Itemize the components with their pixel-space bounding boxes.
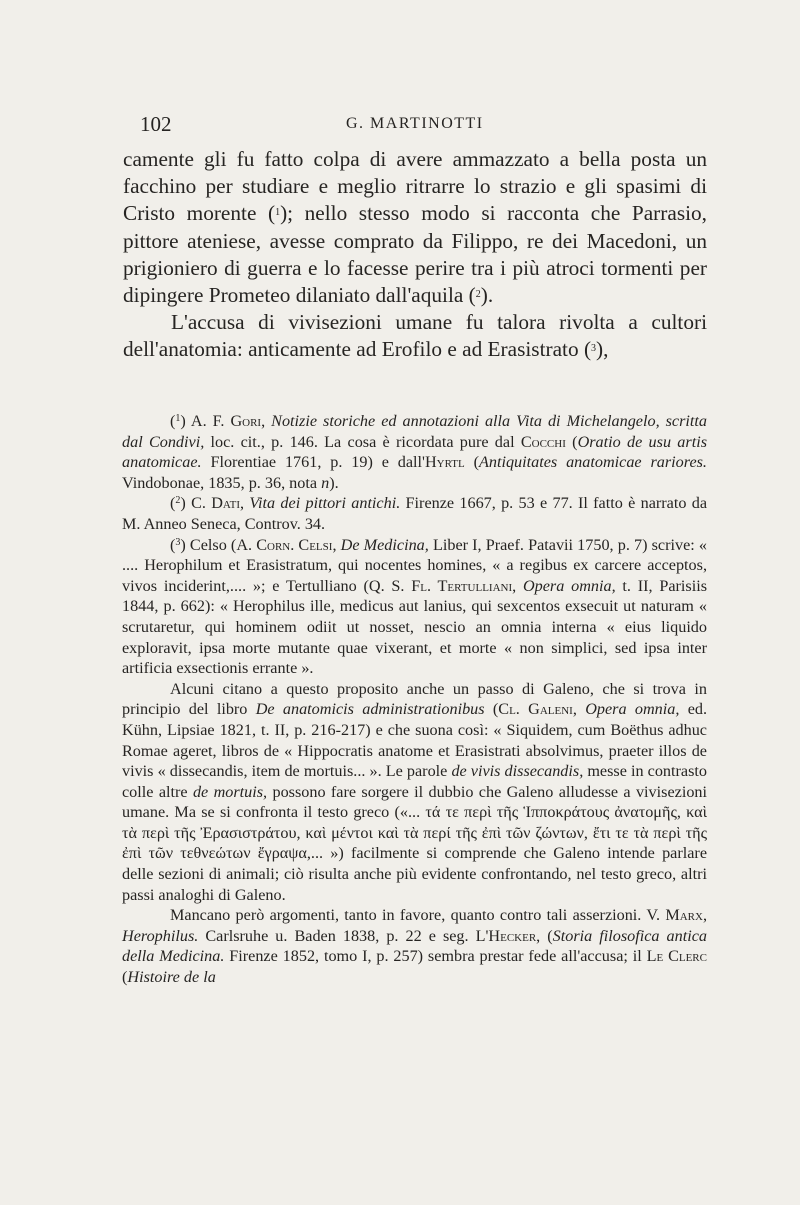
text-run: ( xyxy=(170,494,176,513)
footnote-paragraph xyxy=(122,679,707,906)
text-run: L'accusa di vivisezioni umane fu talora rivolta a cultori dell'anatomia: anticamente ad Erofilo e ad Erasistrato ( xyxy=(123,310,707,362)
text-run: ( xyxy=(170,412,176,430)
small-caps-name: Le Clerc xyxy=(646,947,707,966)
small-caps-name: Marx xyxy=(665,906,703,925)
small-caps-name: Cocchi xyxy=(520,432,566,451)
small-caps-name: Hyrtl xyxy=(424,453,465,472)
text-run: , xyxy=(240,494,250,513)
small-caps-name: Cl. Galeni xyxy=(498,700,573,719)
paragraph xyxy=(123,146,707,309)
paragraph xyxy=(123,309,707,363)
footnote-ref: 1 xyxy=(275,207,281,219)
text-run: , xyxy=(512,576,523,595)
footnote-ref: 3 xyxy=(175,536,181,548)
footnote-3 xyxy=(122,535,707,679)
text-run: , xyxy=(332,535,341,554)
italic-text: Storia filosofica antica della Medicina. xyxy=(122,926,707,966)
footnote-ref: 1 xyxy=(175,413,181,424)
footnote-paragraph xyxy=(122,905,707,987)
text-run: ( xyxy=(565,432,578,451)
italic-text: Opera omnia, xyxy=(522,576,616,595)
italic-text: Herophilus. xyxy=(122,926,199,945)
small-caps-name: Gori xyxy=(230,412,262,430)
italic-text: Opera omnia, xyxy=(585,700,680,719)
text-run: Vindobonae, 1835, p. 36, nota xyxy=(122,473,322,492)
text-run: ). xyxy=(329,473,339,492)
text-run: Florentiae 1761, p. 19) e dall' xyxy=(201,453,425,472)
italic-text: de vivis dissecandis, xyxy=(451,762,584,781)
italic-text: de mortuis, xyxy=(192,782,268,801)
footnote-ref: 2 xyxy=(475,289,481,301)
text-run: , xyxy=(572,700,586,719)
text-run: , xyxy=(702,906,707,925)
text-run: Liber I, Praef. Patavii 1750, p. 7) scrive: « .... Herophilum et Erasistratum, qui nocentes homines, « a regibus ex carcere acceptos, vivos inciderint,.... »; e Tertulliano (Q. S. xyxy=(122,535,708,595)
text-run: ) C. xyxy=(180,494,212,513)
text-run: ( xyxy=(464,453,479,472)
page-header xyxy=(140,112,700,142)
text-run: , xyxy=(261,412,272,430)
text-run: ed. Kühn, Lipsiae 1821, t. II, p. 216-217) e che suona così: « Siquidem, cum Boëthus adhuc Romae ageret, libros de « Hippocratis anatome et Erasistrati absolvimus, praeter illos de vivis « dissecandis, item de mortuis... ». Le parole xyxy=(122,700,708,781)
text-run: Alcuni citano a questo proposito anche un passo di Galeno, che si trova in principio del libro xyxy=(122,679,707,719)
page-number: 102 xyxy=(140,112,172,136)
text-run: ( xyxy=(170,535,176,554)
small-caps-name: Hecker xyxy=(488,926,537,945)
text-run: loc. cit., p. 146. La cosa è ricordata pure dal xyxy=(204,432,521,451)
italic-text: Histoire de la xyxy=(127,968,216,987)
running-head: G. MARTINOTTI xyxy=(346,115,484,132)
italic-text: De Medicina, xyxy=(340,535,429,554)
text-run: messe in contrasto colle altre xyxy=(122,762,707,801)
text-run: possono fare sorgere il dubbio che Galeno alludesse a vivisezioni umane. Ma se si confronta il testo greco («... τά τε περὶ τῆς Ἱπποκράτους ἀνατομῆς, καὶ τὰ περὶ τῆς Ἐρασιστράτου, καὶ μέντοι καὶ τὰ περί τῆς ἐπὶ τῶν ζώντων, ἔτι τε τὰ περὶ τῆς ἐπὶ τῶν τεθνεώτων ἔγραψα,... ») facilmente si comprende che Galeno intende parlare delle sezioni di animali; ciò risulta anche più evidente confrontando, nel testo greco, altri passi analoghi di Galeno. xyxy=(122,782,708,904)
text-run: ), xyxy=(596,337,609,362)
text-run: Carlsruhe u. Baden 1838, p. 22 e seg. L' xyxy=(198,926,489,945)
text-run: , ( xyxy=(536,926,553,945)
small-caps-name: Fl. Tertulliani xyxy=(411,576,513,595)
italic-text: n xyxy=(321,473,330,492)
text-run: Firenze 1667, p. 53 e 77. Il fatto è narrato da M. Anneo Seneca, Controv. 34. xyxy=(122,494,707,533)
main-text xyxy=(123,146,707,364)
text-run: camente gli fu fatto colpa di avere ammazzato a bella posta un facchino per studiare e meglio ritrarre lo strazio e gli spasimi di Cristo morente xyxy=(123,147,707,226)
italic-text: Antiquitates anatomicae rariores. xyxy=(478,453,707,472)
footnote-ref: 2 xyxy=(175,495,181,507)
footnotes xyxy=(122,411,707,988)
text-run: ). xyxy=(480,283,494,308)
text-run: ( xyxy=(122,968,128,987)
italic-text: Oratio de usu artis anatomicae. xyxy=(122,432,707,472)
text-run: ( xyxy=(267,201,276,226)
footnote-2 xyxy=(122,493,707,534)
footnote-ref: 3 xyxy=(591,343,597,355)
text-run: ) Celso (A. xyxy=(180,535,257,554)
text-run: t. II, Parisiis 1844, p. 662): « Herophilus ille, medicus aut lanius, qui sexcentos exsecuit ut naturam « scrutaretur, qui hominem odiit ut nosset, nescio an omnia interna « eius liquido exploravit, ipsa morte mutante quae vixerant, et morte « non simplici, sed ipsa inter artificia exsectionis errante ». xyxy=(122,576,708,678)
text-run: Mancano però argomenti, tanto in favore, quanto contro tali asserzioni. V. xyxy=(170,906,666,925)
text-run: ( xyxy=(484,700,499,719)
small-caps-name: Corn. Celsi xyxy=(256,535,333,554)
text-run: ); nello stesso modo si racconta che Parrasio, pittore ateniese, avesse comprato da Filippo, re dei Macedoni, un prigioniero di guerra e lo facesse perire tra i più atroci tormenti per dipingere Prometeo dilaniato dall'aquila ( xyxy=(123,201,707,308)
small-caps-name: Dati xyxy=(211,494,241,513)
text-run: Firenze 1852, tomo I, p. 257) sembra prestar fede all'accusa; il xyxy=(224,947,647,966)
italic-text: Notizie storiche ed annotazioni alla Vita di Michelangelo, scritta dal Condivi, xyxy=(122,412,708,451)
italic-text: De anatomicis administrationibus xyxy=(255,700,485,719)
italic-text: Vita dei pittori antichi. xyxy=(249,494,401,513)
text-run: ) A. F. xyxy=(180,412,231,430)
footnote-1 xyxy=(122,411,707,493)
